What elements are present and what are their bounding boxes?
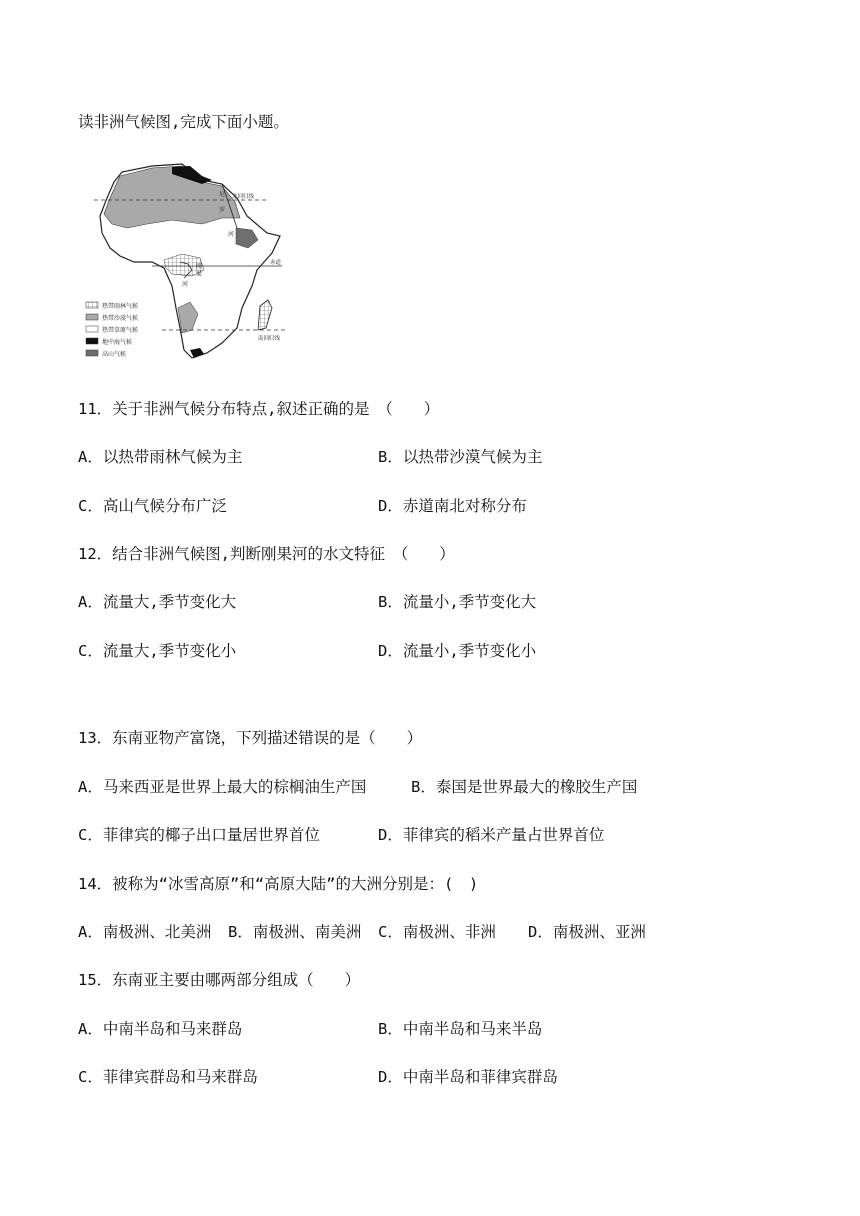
legend-swatch-desert: [86, 314, 98, 320]
question-stem: 12．结合非洲气候图,判断刚果河的水文特征 （ ）: [78, 545, 455, 563]
equator-label: 赤道: [270, 260, 282, 266]
option-a: A．以热带雨林气候为主: [78, 448, 243, 466]
option-a: A．流量大,季节变化大: [78, 593, 237, 611]
option-c: C．流量大,季节变化小: [78, 642, 237, 660]
legend-label: 高山气候: [102, 351, 127, 358]
nile-label-1: 尼: [219, 191, 226, 198]
legend-swatch-savanna: [86, 326, 98, 332]
legend-label: 地中海气候: [102, 339, 133, 346]
option-d: D．菲律宾的稻米产量占世界首位: [378, 826, 605, 844]
option-b: B．泰国是世界最大的橡胶生产国: [411, 778, 638, 796]
tropic-south-label: 南回归线: [258, 336, 281, 342]
nile-label-3: 河: [228, 231, 235, 238]
option-a: A．马来西亚是世界上最大的棕榈油生产国: [78, 778, 367, 796]
map-legend: [86, 302, 138, 358]
option-d: D．流量小,季节变化小: [378, 642, 537, 660]
question-stem: 11．关于非洲气候分布特点,叙述正确的是 （ ）: [78, 400, 440, 418]
legend-swatch-rainforest: [86, 302, 98, 308]
option-d: D．中南半岛和菲律宾群岛: [378, 1068, 558, 1086]
option-c: C．高山气候分布广泛: [78, 497, 227, 515]
question-stem: 14．被称为“冰雪高原”和“高原大陆”的大洲分别是：( ): [78, 875, 479, 893]
option-c: C．菲律宾的椰子出口量居世界首位: [78, 826, 320, 844]
nile-label-2: 罗: [219, 207, 226, 214]
option-a: A．中南半岛和马来群岛: [78, 1020, 243, 1038]
option-a: A．南极洲、北美洲: [78, 923, 212, 941]
option-d: D．赤道南北对称分布: [378, 497, 527, 515]
legend-label: 热带草原气候: [102, 327, 139, 334]
madagascar: [258, 300, 272, 330]
option-b: B．以热带沙漠气候为主: [378, 448, 543, 466]
option-b: B．流量小,季节变化大: [378, 593, 537, 611]
question-stem: 15．东南亚主要由哪两部分组成（ ）: [78, 971, 361, 989]
tropic-north-label: 北回归线: [232, 194, 255, 200]
congo-label-1: 刚: [196, 263, 203, 270]
option-b: B．南极洲、南美洲: [228, 923, 362, 941]
question-stem: 13．东南亚物产富饶，下列描述错误的是（ ）: [78, 729, 423, 747]
option-d: D．南极洲、亚洲: [528, 923, 646, 941]
legend-swatch-mediterranean: [86, 338, 98, 344]
option-c: C．菲律宾群岛和马来群岛: [78, 1068, 258, 1086]
congo-label-2: 果: [196, 271, 203, 278]
congo-label-3: 河: [182, 281, 189, 288]
legend-swatch-highland: [86, 350, 98, 356]
legend-label: 热带沙漠气候: [102, 315, 139, 322]
option-b: B．中南半岛和马来半岛: [378, 1020, 543, 1038]
option-c: C．南极洲、非洲: [378, 923, 496, 941]
africa-map-svg: [72, 158, 302, 368]
africa-climate-map: [72, 158, 302, 368]
legend-label: 热带雨林气候: [102, 303, 139, 310]
intro-text: 读非洲气候图,完成下面小题。: [78, 113, 289, 131]
